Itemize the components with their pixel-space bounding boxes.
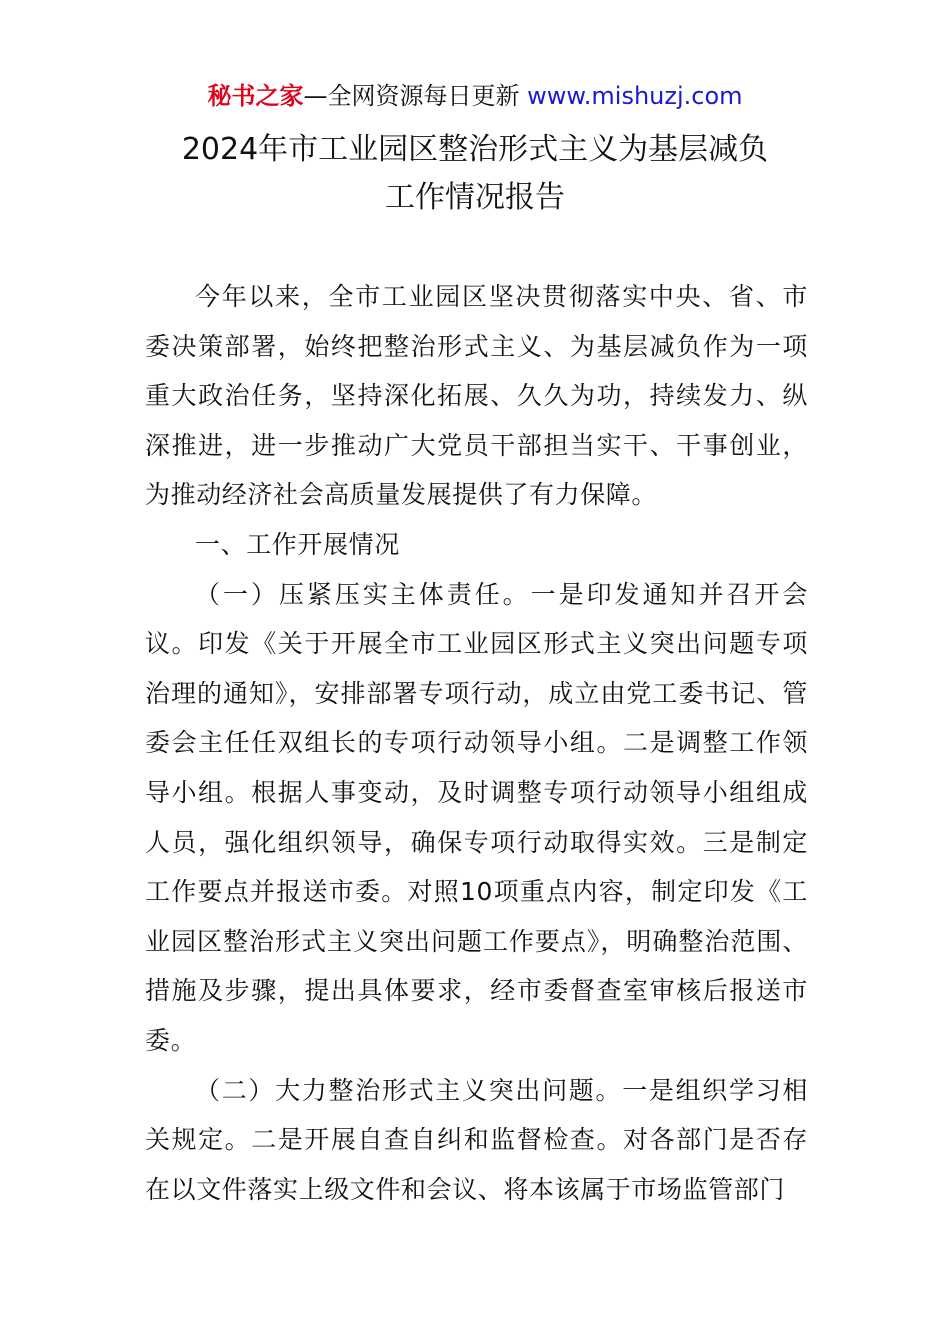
section-heading: 一、工作开展情况	[195, 529, 400, 559]
brand-name: 秘书之家	[207, 82, 304, 110]
paragraph-intro: 今年以来，全市工业园区坚决贯彻落实中央、省、市委决策部署，始终把整治形式主义、为基层减负作为一项重大政治任务，坚持深化拓展、久久为功，持续发力、纵深推进，进一步推动广大党员干部担当实干、干事创业，为推动经济社会高质量发展提供了有力保障。	[145, 282, 808, 510]
paragraph-section-1: （一）压紧压实主体责任。一是印发通知并召开会议。印发《关于开展全市工业园区形式主义突出问题专项治理的通知》，安排部署专项行动，成立由党工委书记、管委会主任任双组长的专项行动领导小组。二是调整工作领导小组。根据人事变动，及时调整专项行动领导小组组成人员，强化组织领导，确保专项行动取得实效。三是制定工作要点并报送市委。对照10项重点内容，制定印发《工业园区整治形式主义突出问题工作要点》，明确整治范围、措施及步骤，提出具体要求，经市委督查室审核后报送市委。	[145, 579, 808, 1055]
document-title	[0, 126, 950, 222]
title-line-2: 工作情况报告	[385, 180, 565, 215]
site-url-link[interactable]: www.mishuzj.com	[527, 82, 743, 110]
site-banner	[0, 80, 950, 112]
title-line-1: 2024年市工业园区整治形式主义为基层减负	[181, 132, 769, 167]
banner-tagline: —全网资源每日更新	[303, 82, 520, 110]
paragraph-section-2: （二）大力整治形式主义突出问题。一是组织学习相关规定。二是开展自查自纠和监督检查。对各部门是否存在以文件落实上级文件和会议、将本该属于市场监管部门	[145, 1075, 808, 1204]
document-body	[145, 272, 808, 1214]
